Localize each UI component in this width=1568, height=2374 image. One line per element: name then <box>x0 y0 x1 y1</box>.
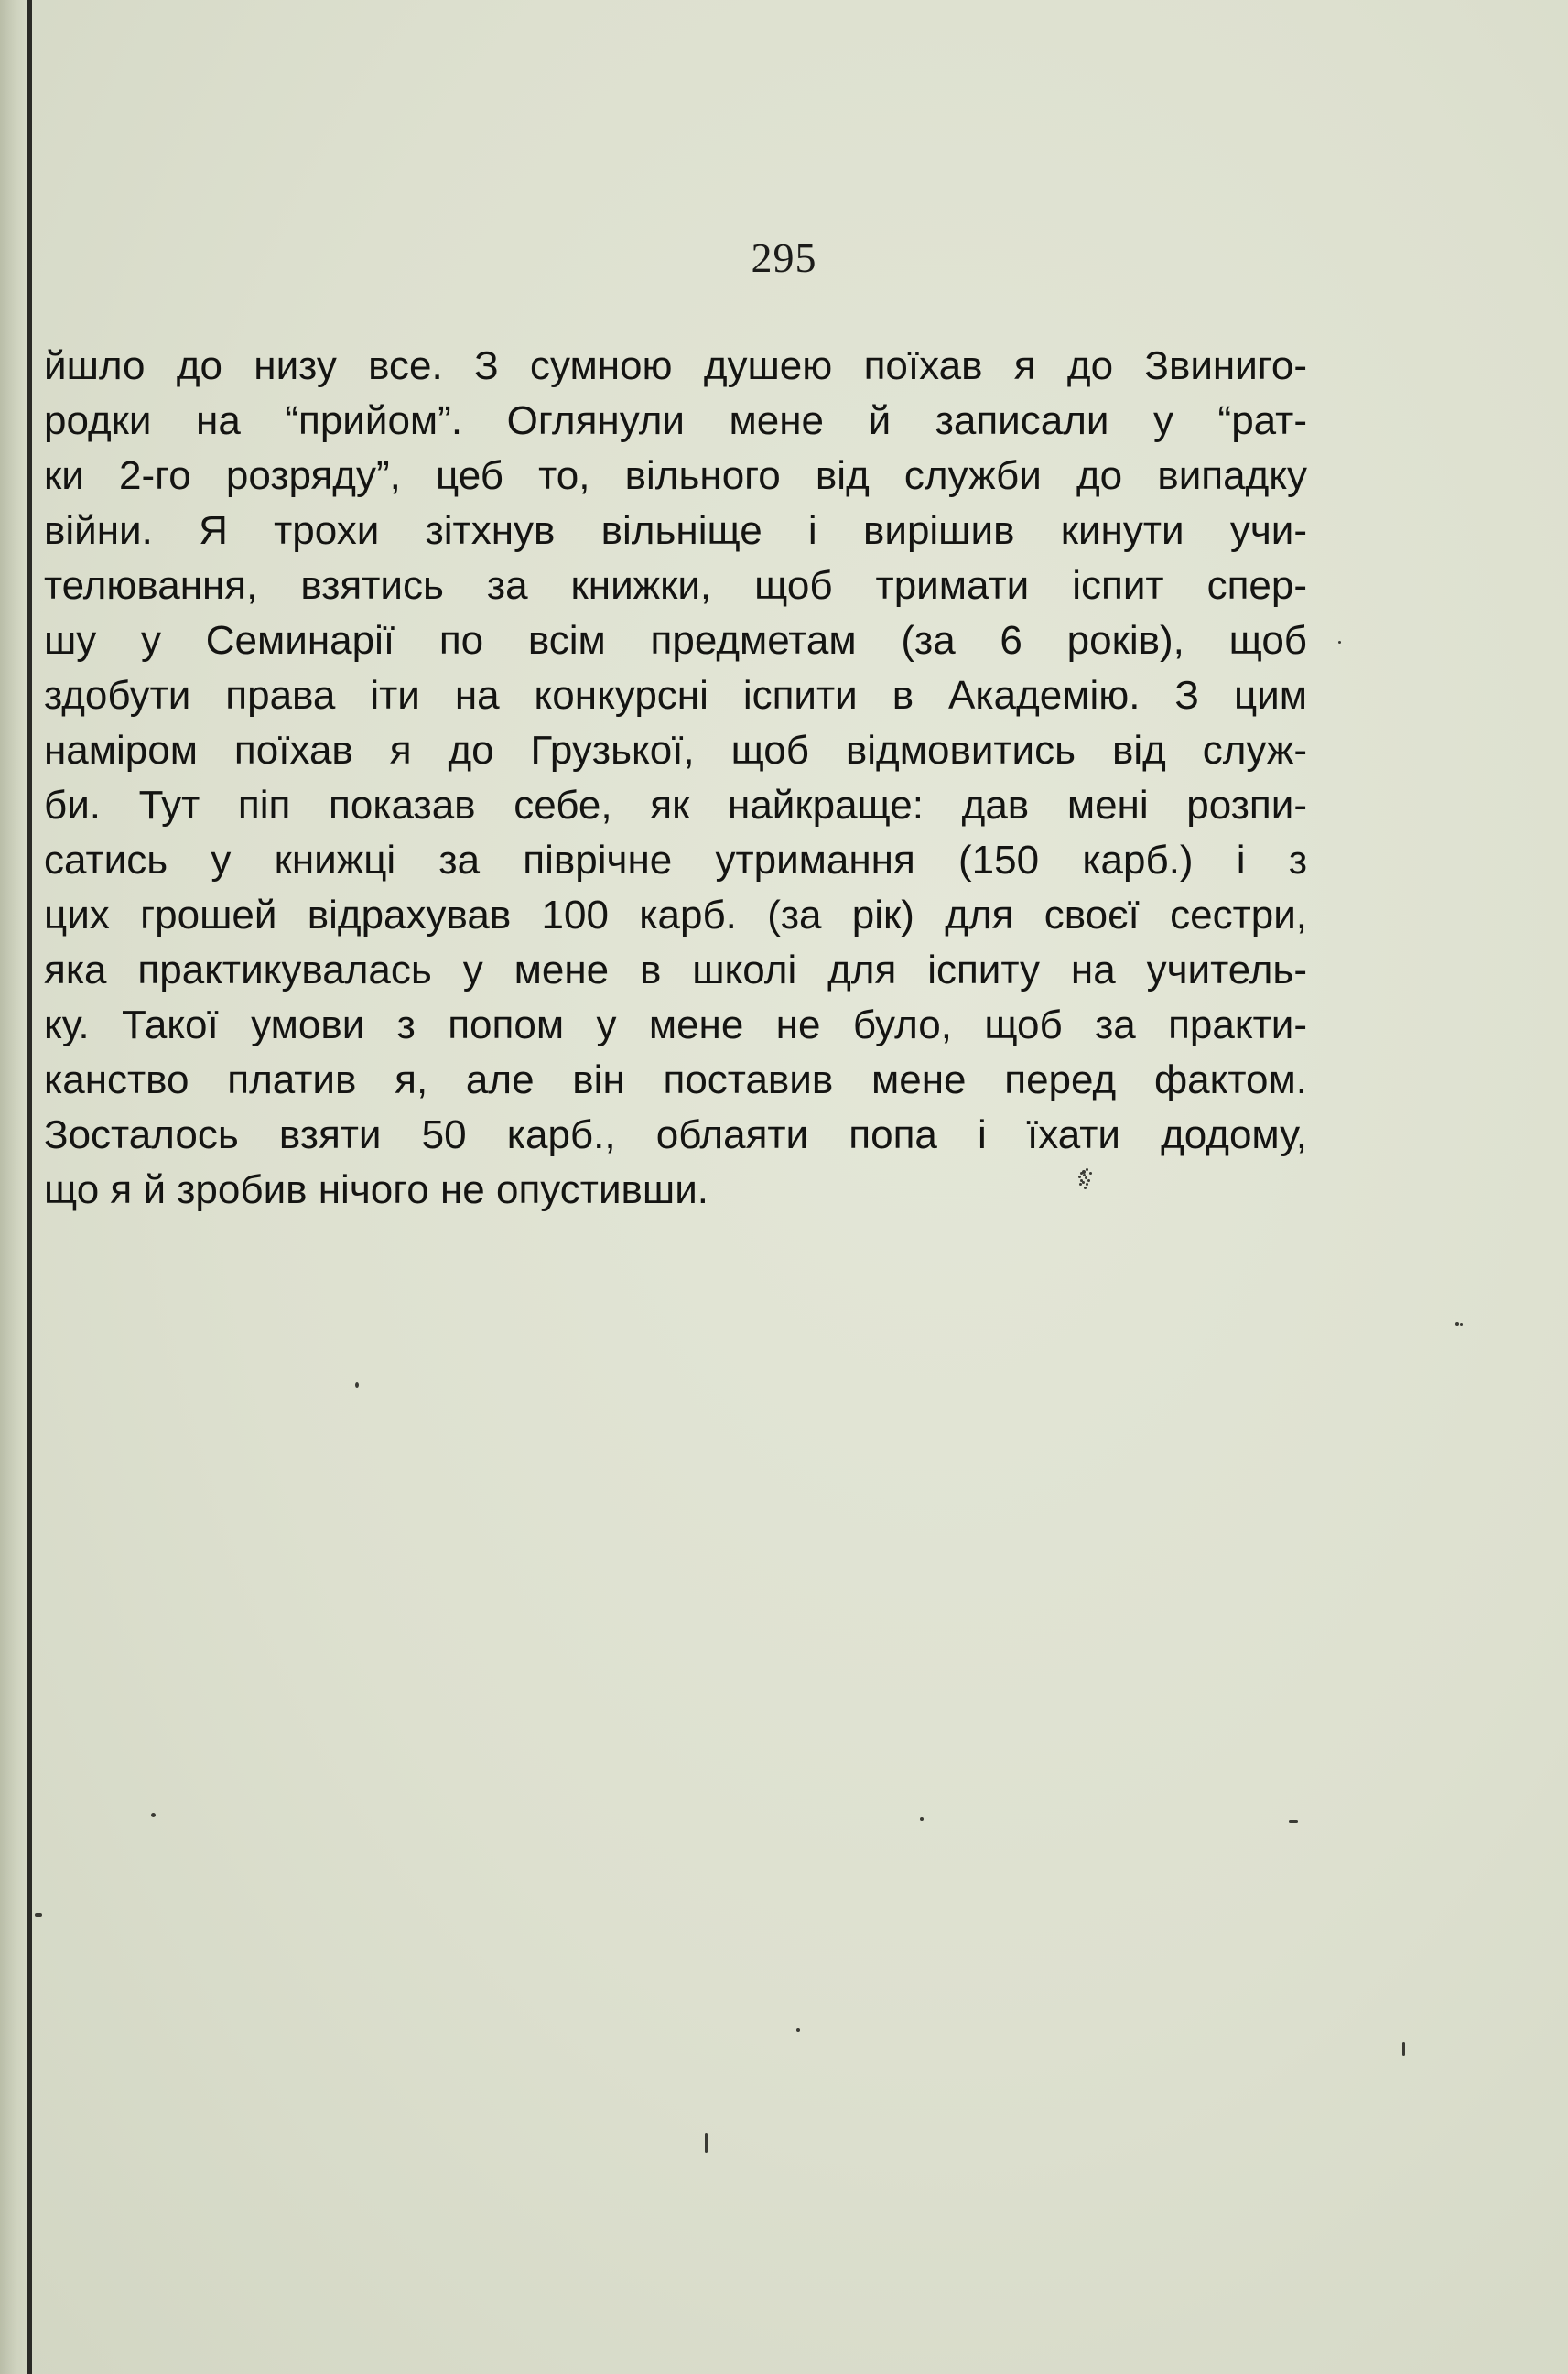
text-line: цих грошей відрахував 100 карб. (за рік) для своєї сестри, <box>44 893 1307 938</box>
text-line: війни. Я трохи зітхнув вільніще і вирішив кинути учи- <box>44 508 1307 553</box>
text-line: здобути права іти на конкурсні іспити в Академію. З цим <box>44 673 1307 718</box>
text-line: шу у Семинарії по всім предметам (за 6 років), щоб <box>44 618 1307 663</box>
paper-speck <box>1338 641 1341 644</box>
paper-speck <box>920 1817 924 1821</box>
paper-speck <box>1083 1174 1086 1176</box>
paper-speck <box>151 1813 156 1817</box>
paper-speck <box>35 1913 42 1917</box>
text-line: телювання, взятись за книжки, щоб тримати іспит спер- <box>44 563 1307 608</box>
text-line: Зосталось взяти 50 карб., облаяти попа і їхати додому, <box>44 1112 1307 1157</box>
paper-speck <box>1455 1322 1459 1326</box>
text-line: би. Тут піп показав себе, як найкраще: дав мені розпи- <box>44 783 1307 828</box>
paper-speck <box>1089 1172 1092 1175</box>
spine-edge <box>27 0 32 2374</box>
body-text <box>44 339 1307 1218</box>
spine-shadow <box>0 0 27 2374</box>
paper-speck <box>1078 1176 1081 1178</box>
paper-speck <box>1460 1323 1463 1326</box>
paper-speck <box>1086 1168 1088 1171</box>
paper-speck <box>1289 1820 1298 1823</box>
text-line: ки 2-го розряду”, цеб то, вільного від служби до випадку <box>44 453 1307 498</box>
paper-speck <box>355 1382 359 1388</box>
paper-speck <box>1080 1172 1083 1175</box>
text-line: що я й зробив нічого не опустивши. <box>44 1167 708 1212</box>
text-line: ку. Такої умови з попом у мене не було, щоб за практи- <box>44 1003 1307 1047</box>
paper-speck <box>1402 2042 1405 2056</box>
text-line: наміром поїхав я до Грузької, щоб відмовитись від служ- <box>44 728 1307 773</box>
paper-speck <box>705 2133 708 2153</box>
text-line: канство платив я, але він поставив мене перед фактом. <box>44 1057 1307 1102</box>
text-line: йшло до низу все. З сумною душею поїхав я до Звиниго- <box>44 343 1307 388</box>
text-line: яка практикувалась у мене в школі для іспиту на учитель- <box>44 948 1307 992</box>
paper-speck <box>1086 1183 1088 1186</box>
text-line: сатись у книжці за піврічне утримання (150 карб.) і з <box>44 838 1307 883</box>
paper-speck <box>1079 1183 1082 1186</box>
text-line: родки на “прийом”. Оглянули мене й записали у “рат- <box>44 398 1307 443</box>
paper-speck <box>1087 1179 1090 1182</box>
paper-speck <box>1084 1187 1087 1189</box>
page-number: 295 <box>751 234 817 281</box>
paper-speck <box>1082 1181 1085 1184</box>
paper-speck <box>796 2028 800 2032</box>
